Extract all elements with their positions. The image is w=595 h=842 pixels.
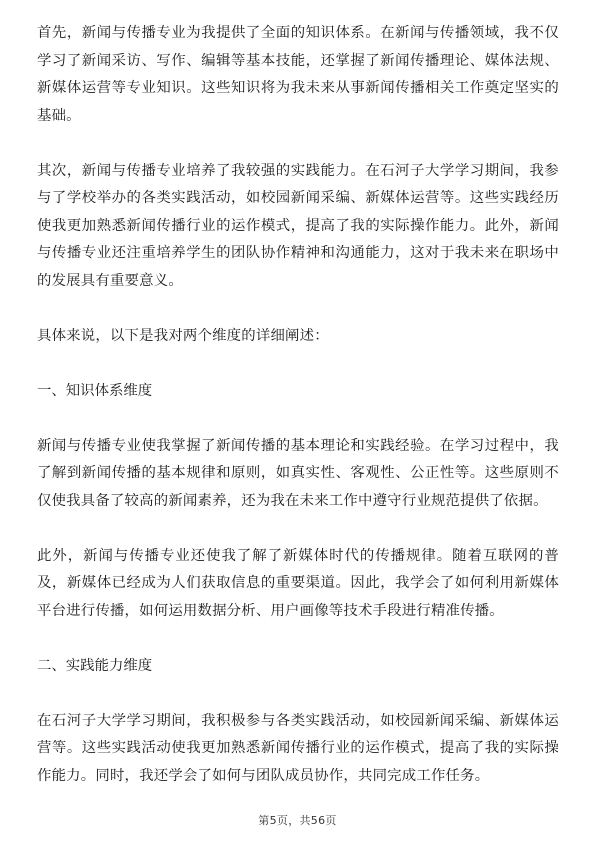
- paragraph-gap: [37, 515, 559, 543]
- paragraph-gap: [37, 625, 559, 653]
- paragraph-new-media: 此外，新闻与传播专业还使我了解了新媒体时代的传播规律。随着互联网的普及，新媒体已经成为人们获取信息的重要渠道。因此，我学会了如何利用新媒体平台进行传播，如何运用数据分析、用户画像等技术手段进行精准传播。: [37, 547, 559, 619]
- document-body: [37, 20, 559, 790]
- paragraph-gap: [37, 350, 559, 378]
- page-number: 第5页，共56页: [258, 814, 337, 827]
- paragraph-detail-lead: 具体来说，以下是我对两个维度的详细阐述：: [37, 327, 329, 344]
- paragraph-knowledge-theory: 新闻与传播专业使我掌握了新闻传播的基本理论和实践经验。在学习过程中，我了解到新闻传播的基本规律和原则，如真实性、客观性、公正性等。这些原则不仅使我具备了较高的新闻素养，还为我在未来工作中遵守行业规范提供了依据。: [37, 437, 559, 509]
- paragraph-practice-detail: 在石河子大学学习期间，我积极参与各类实践活动，如校园新闻采编、新媒体运营等。这些实践活动使我更加熟悉新闻传播行业的运作模式，提高了我的实际操作能力。同时，我还学会了如何与团队成员协作，共同完成工作任务。: [37, 712, 559, 784]
- paragraph-practice-intro: 其次，新闻与传播专业培养了我较强的实践能力。在石河子大学学习期间，我参与了学校举办的各类实践活动，如校园新闻采编、新媒体运营等。这些实践经历使我更加熟悉新闻传播行业的运作模式，提高了我的实际操作能力。此外，新闻与传播专业还注重培养学生的团队协作精神和沟通能力，这对于我未来在职场中的发展具有重要意义。: [37, 162, 559, 289]
- paragraph-gap: [37, 295, 559, 323]
- paragraph-gap: [37, 130, 559, 158]
- paragraph-gap: [37, 680, 559, 708]
- paragraph-gap: [37, 405, 559, 433]
- section-heading-knowledge: 一、知识体系维度: [37, 382, 153, 399]
- paragraph-knowledge-intro: 首先，新闻与传播专业为我提供了全面的知识体系。在新闻与传播领域，我不仅学习了新闻采访、写作、编辑等基本技能，还掌握了新闻传播理论、媒体法规、新媒体运营等专业知识。这些知识将为我未来从事新闻传播相关工作奠定坚实的基础。: [37, 25, 559, 124]
- section-heading-practice: 二、实践能力维度: [37, 657, 153, 674]
